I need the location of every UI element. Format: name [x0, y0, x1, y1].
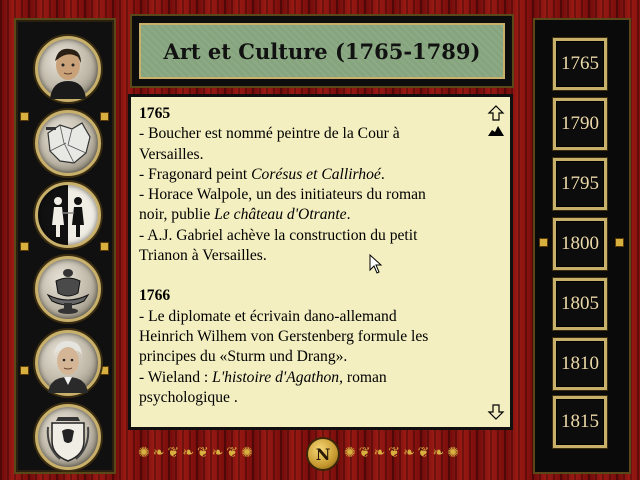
- figures-icon: [38, 185, 98, 245]
- page-title: Art et Culture (1765-1789): [163, 38, 481, 64]
- book-title: Le château d'Otrante: [214, 206, 347, 224]
- text-area[interactable]: [131, 97, 510, 427]
- year-button-1790[interactable]: 1790: [553, 98, 607, 150]
- year-button-1805[interactable]: 1805: [553, 278, 607, 330]
- text-line: Versailles.: [139, 145, 204, 163]
- map-icon: [38, 113, 98, 173]
- medallion-figures[interactable]: [35, 182, 101, 248]
- scroll-down-button[interactable]: [487, 403, 505, 421]
- decor-dot: [539, 238, 548, 247]
- left-sidebar: [14, 18, 116, 474]
- text-line: - Wieland : L'histoire d'Agathon, roman: [139, 368, 387, 386]
- decor-dot: [20, 366, 29, 375]
- year-button-1795[interactable]: 1795: [553, 158, 607, 210]
- decor-dot: [20, 242, 29, 251]
- text-panel: [128, 94, 513, 430]
- mouse-cursor-icon: [369, 254, 383, 274]
- text-content: [139, 104, 489, 408]
- text-line: - Le diplomate et écrivain dano-allemand: [139, 307, 397, 325]
- medallion-map[interactable]: [35, 110, 101, 176]
- pointer-hand-icon: [486, 123, 506, 137]
- artwork-title: Corésus et Callirhoé: [251, 165, 381, 183]
- arrow-up-icon: [487, 104, 505, 122]
- arrow-down-icon: [487, 403, 505, 421]
- medallion-coat-of-arms[interactable]: [35, 404, 101, 470]
- decor-dot: [100, 366, 109, 375]
- year-button-1765[interactable]: 1765: [553, 38, 607, 90]
- text-line: principes du «Sturm und Drang».: [139, 348, 348, 366]
- medallion-portrait[interactable]: [35, 330, 101, 396]
- year-button-1800[interactable]: 1800: [553, 218, 607, 270]
- book-title: L'histoire d'Agathon: [212, 368, 340, 386]
- coat-of-arms-icon: [38, 407, 98, 467]
- text-line: - Horace Walpole, un des initiateurs du roman: [139, 186, 426, 204]
- right-sidebar: [533, 18, 631, 474]
- scroll-up-button[interactable]: [487, 104, 505, 122]
- year-heading: 1765: [139, 105, 171, 122]
- decor-dot: [100, 242, 109, 251]
- home-n-button[interactable]: N: [306, 437, 340, 471]
- decor-dot: [615, 238, 624, 247]
- year-button-1810[interactable]: 1810: [553, 338, 607, 390]
- decor-dot: [20, 112, 29, 121]
- bottom-ornament-bar: [128, 436, 514, 472]
- text-line: - Fragonard peint Corésus et Callirhoé.: [139, 165, 385, 183]
- year-heading: 1766: [139, 287, 171, 305]
- napoleon-portrait-icon: [38, 39, 98, 99]
- left-ornament-icon: ✺ ❧ ❦ ❧ ❦ ❧ ❦ ✺: [138, 445, 253, 461]
- text-line: Heinrich Wilhem von Gerstenberg formule les: [139, 327, 429, 345]
- text-line: Trianon à Versailles.: [139, 247, 267, 265]
- text-line: noir, publie Le château d'Otrante.: [139, 206, 351, 224]
- medallion-urn[interactable]: [35, 256, 101, 322]
- title-panel: [130, 14, 514, 88]
- medallion-napoleon[interactable]: [35, 36, 101, 102]
- text-line: - A.J. Gabriel achève la construction du petit: [139, 226, 418, 244]
- right-ornament-icon: ✺ ❦ ❧ ❦ ❧ ❦ ❧ ✺: [344, 445, 459, 461]
- portrait-icon: [38, 333, 98, 393]
- title-plaque: [139, 23, 505, 79]
- text-line: - Boucher est nommé peintre de la Cour à: [139, 125, 400, 143]
- text-line: psychologique .: [139, 388, 238, 406]
- year-button-1815[interactable]: 1815: [553, 396, 607, 448]
- decor-dot: [100, 112, 109, 121]
- urn-icon: [38, 259, 98, 319]
